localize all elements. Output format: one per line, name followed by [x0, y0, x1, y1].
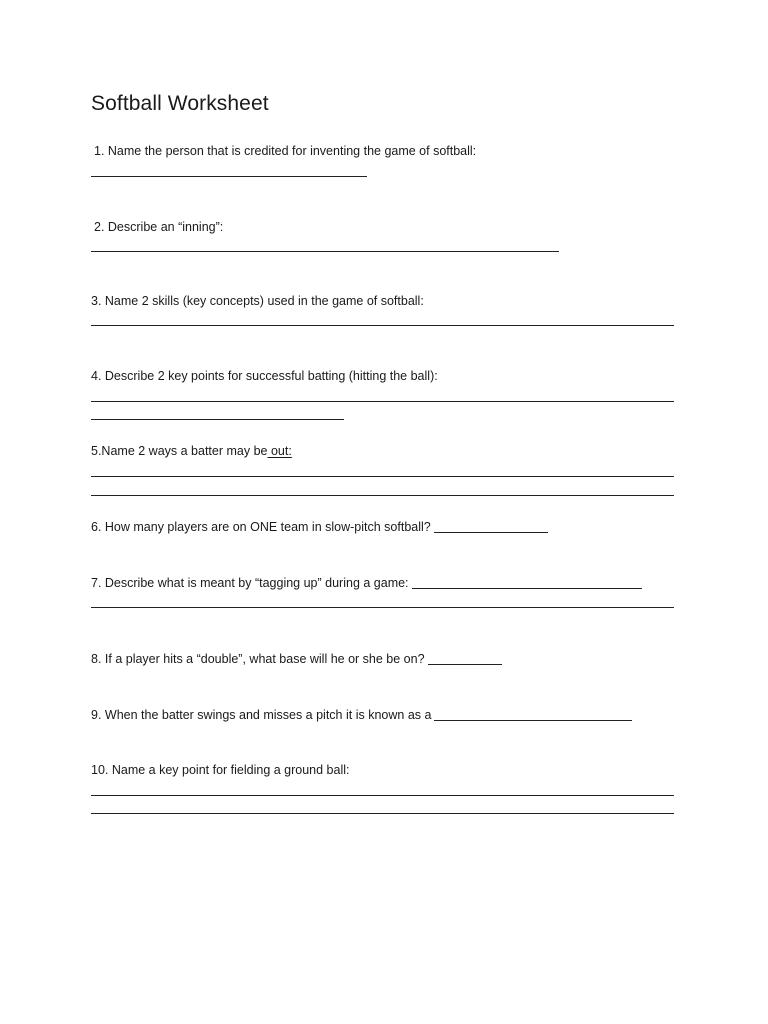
question-9-text: 9. When the batter swings and misses a pitch it is known as a [91, 708, 432, 722]
answer-blank-6[interactable] [434, 520, 548, 533]
question-4 [91, 368, 438, 384]
question-8-text: 8. If a player hits a “double”, what base will he or she be on? [91, 652, 425, 666]
answer-line-5a[interactable] [91, 476, 674, 477]
question-6 [91, 518, 548, 535]
answer-blank-8[interactable] [428, 652, 502, 665]
question-4-text: 4. Describe 2 key points for successful batting (hitting the ball): [91, 369, 438, 383]
question-1-text: 1. Name the person that is credited for inventing the game of softball: [94, 144, 477, 158]
question-9 [91, 706, 632, 723]
question-8 [91, 650, 502, 667]
answer-line-2[interactable] [91, 251, 559, 252]
answer-blank-7[interactable] [412, 576, 642, 589]
answer-line-4a[interactable] [91, 401, 674, 402]
question-2-text: 2. Describe an “inning”: [94, 220, 224, 234]
question-5-text: 5.Name 2 ways a batter may be [91, 444, 268, 458]
page-title: Softball Worksheet [91, 92, 269, 115]
question-10-text: 10. Name a key point for fielding a ground ball: [91, 763, 350, 777]
answer-line-4b[interactable] [91, 419, 344, 420]
answer-line-1[interactable] [91, 176, 367, 177]
answer-line-5b[interactable] [91, 495, 674, 496]
question-1 [94, 143, 476, 159]
question-10 [91, 762, 350, 778]
question-5 [91, 443, 292, 459]
question-7-text: 7. Describe what is meant by “tagging up” during a game: [91, 576, 409, 590]
question-2 [94, 219, 223, 235]
answer-line-10a[interactable] [91, 795, 674, 796]
question-3 [91, 293, 424, 309]
answer-line-7[interactable] [91, 607, 674, 608]
answer-line-10b[interactable] [91, 813, 674, 814]
answer-blank-9[interactable] [434, 708, 632, 721]
question-5-underlined-text: out: [267, 444, 292, 458]
question-3-text: 3. Name 2 skills (key concepts) used in the game of softball: [91, 294, 424, 308]
answer-line-3[interactable] [91, 325, 674, 326]
question-7 [91, 574, 642, 591]
question-6-text: 6. How many players are on ONE team in slow-pitch softball? [91, 520, 431, 534]
